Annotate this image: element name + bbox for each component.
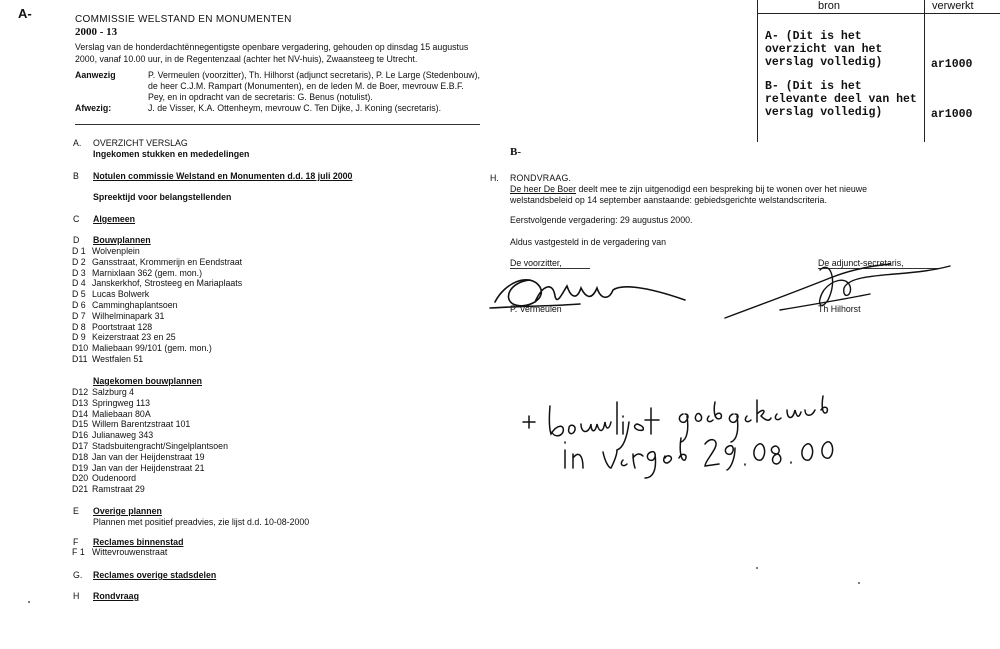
item-code: D11 bbox=[72, 353, 88, 364]
list-item bbox=[72, 311, 242, 322]
item-text: Stadsbuitengracht/Singelplantsoen bbox=[92, 440, 228, 451]
item-text: Janskerkhof, Strosteeg en Mariaplaats bbox=[92, 278, 243, 289]
scan-speck bbox=[756, 567, 758, 569]
item-text: Julianaweg 343 bbox=[92, 430, 154, 441]
rondvraag-letter: H. bbox=[490, 173, 499, 183]
agenda-b-letter: B bbox=[73, 171, 79, 181]
agenda-h-letter: H bbox=[73, 591, 80, 601]
rondvraag-text: De heer De Boer deelt mee te zijn uitgenodigd een bespreking bij te wonen over het nieuwe welstandsbeleid op 14 september aanstaande: gebiedsgerichte welstandscriteria. bbox=[510, 184, 868, 205]
list-item bbox=[72, 246, 242, 257]
list-item bbox=[72, 332, 242, 343]
agenda-f-letter: F bbox=[73, 537, 79, 547]
agenda-a-title: OVERZICHT VERSLAG bbox=[93, 138, 188, 148]
item-text: Maliebaan 80A bbox=[92, 408, 151, 419]
item-text: Oudenoord bbox=[92, 473, 137, 484]
list-item bbox=[72, 268, 242, 279]
item-code: D 6 bbox=[72, 299, 86, 310]
item-text: Wolvenplein bbox=[92, 246, 140, 256]
item-code: D 8 bbox=[72, 321, 86, 332]
list-item bbox=[72, 463, 228, 474]
handwritten-note bbox=[505, 378, 875, 483]
item-text: Gansstraat, Krommerijn en Eendstraat bbox=[92, 256, 243, 267]
item-code: D 4 bbox=[72, 278, 86, 289]
agenda-e-title: Overige plannen bbox=[93, 506, 162, 516]
list-item bbox=[72, 300, 242, 311]
building-plans-list bbox=[72, 246, 242, 365]
item-code: D13 bbox=[72, 397, 89, 408]
list-item bbox=[72, 257, 242, 268]
rondvraag-title: RONDVRAAG. bbox=[510, 173, 572, 183]
secretary-label: De adjunct-secretaris, bbox=[818, 258, 904, 268]
agenda-c-title: Algemeen bbox=[93, 214, 136, 224]
list-item bbox=[72, 387, 228, 398]
report-number: 2000 - 13 bbox=[75, 26, 118, 38]
item-text: Willem Barentzstraat 101 bbox=[92, 419, 191, 430]
secretary-name: Th Hilhorst bbox=[818, 304, 861, 314]
item-text: Camminghaplantsoen bbox=[92, 299, 178, 310]
table-header-processed: verwerkt bbox=[932, 0, 974, 12]
late-plans-title: Nagekomen bouwplannen bbox=[93, 376, 202, 386]
list-item bbox=[72, 322, 242, 333]
scan-speck bbox=[28, 601, 30, 603]
present-label: Aanwezig bbox=[75, 70, 116, 80]
list-item bbox=[72, 354, 242, 365]
organization-name: COMMISSIE WELSTAND EN MONUMENTEN bbox=[75, 14, 292, 25]
item-text: Keizerstraat 23 en 25 bbox=[92, 332, 176, 343]
agenda-f-title: Reclames binnenstad bbox=[93, 537, 184, 547]
item-code: D 7 bbox=[72, 310, 86, 321]
item-code: D 1 bbox=[72, 246, 86, 256]
agenda-a-sub: Ingekomen stukken en mededelingen bbox=[93, 149, 250, 159]
item-text: Jan van der Heijdenstraat 21 bbox=[92, 462, 205, 473]
chair-label: De voorzitter, bbox=[510, 258, 562, 268]
section-marker-a: A- bbox=[18, 6, 32, 21]
chair-signature bbox=[485, 262, 705, 322]
table-border-left bbox=[757, 0, 758, 142]
adopted-text: Aldus vastgesteld in de vergadering van bbox=[510, 237, 666, 247]
item-text: Maliebaan 99/101 (gem. mon.) bbox=[92, 343, 212, 354]
scan-speck bbox=[858, 582, 860, 584]
late-plans-list bbox=[72, 387, 228, 495]
item-text: Wilhelminapark 31 bbox=[92, 310, 165, 321]
list-item bbox=[72, 484, 228, 495]
list-item bbox=[72, 289, 242, 300]
agenda-d-letter: D bbox=[73, 235, 80, 245]
item-text: Ramstraat 29 bbox=[92, 484, 145, 495]
item-text: Marnixlaan 362 (gem. mon.) bbox=[92, 267, 203, 278]
present-text: P. Vermeulen (voorzitter), Th. Hilhorst (adjunct secretaris), P. Le Large (Stedenbouw), de heer C.J.M. Rampart (Monumenten), en de leden M. de Boer, mevrouw E.B.F. Pey, en in opdracht van de secretaris: G. Benus (notulist). bbox=[148, 70, 480, 102]
table-border-middle bbox=[924, 0, 925, 142]
item-code: D17 bbox=[72, 440, 89, 451]
table-header-divider bbox=[757, 13, 1000, 14]
table-cell-processed-a: ar1000 bbox=[931, 58, 973, 71]
list-item bbox=[72, 343, 242, 354]
agenda-a-letter: A. bbox=[73, 138, 82, 148]
list-item bbox=[72, 278, 242, 289]
item-code: D15 bbox=[72, 419, 89, 430]
list-item bbox=[72, 409, 228, 420]
chair-name: P. Vermeulen bbox=[510, 304, 562, 314]
agenda-g-title: Reclames overige stadsdelen bbox=[93, 570, 217, 580]
item-code: D14 bbox=[72, 408, 89, 419]
item-code: D12 bbox=[72, 387, 89, 397]
item-code: D 2 bbox=[72, 256, 86, 267]
table-cell-source-b: B- (Dit is het relevante deel van het verslag volledig) bbox=[765, 80, 917, 119]
section-marker-b: B- bbox=[510, 146, 521, 158]
item-text: Lucas Bolwerk bbox=[92, 289, 150, 300]
absent-label: Afwezig: bbox=[75, 103, 112, 113]
agenda-e-letter: E bbox=[73, 506, 79, 516]
item-code: D 5 bbox=[72, 289, 86, 300]
item-code: D18 bbox=[72, 451, 89, 462]
item-code: D 3 bbox=[72, 267, 86, 278]
item-code: D16 bbox=[72, 430, 89, 441]
list-item: F 1 Wittevrouwenstraat bbox=[72, 547, 168, 557]
list-item bbox=[72, 398, 228, 409]
table-cell-processed-b: ar1000 bbox=[931, 108, 973, 121]
item-text: Jan van der Heijdenstraat 19 bbox=[92, 451, 205, 462]
agenda-g-letter: G. bbox=[73, 570, 83, 580]
agenda-e-sub: Plannen met positief preadvies, zie lijst d.d. 10-08-2000 bbox=[93, 517, 310, 527]
agenda-c-letter: C bbox=[73, 214, 80, 224]
agenda-b-title: Notulen commissie Welstand en Monumenten d.d. 18 juli 2000 bbox=[93, 171, 353, 181]
report-intro: Verslag van de honderdachtënnegentigste openbare vergadering, gehouden op dinsdag 15 augustus 2000, vanaf 10.00 uur, in de Regentenzaal (achter het NV-huis), Zwaansteeg te Utrecht. bbox=[75, 42, 469, 64]
item-text: Westfalen 51 bbox=[92, 353, 144, 364]
item-text: Salzburg 4 bbox=[92, 387, 135, 397]
agenda-b-sub: Spreektijd voor belangstellenden bbox=[93, 192, 232, 202]
list-item bbox=[72, 419, 228, 430]
table-header-source: bron bbox=[818, 0, 841, 12]
absent-text: J. de Visser, K.A. Ottenheym, mevrouw C. Ten Dijke, J. Koning (secretaris). bbox=[148, 103, 442, 113]
item-code: D 9 bbox=[72, 332, 86, 343]
next-meeting: Eerstvolgende vergadering: 29 augustus 2000. bbox=[510, 215, 693, 225]
item-code: D10 bbox=[72, 343, 89, 354]
item-code: D19 bbox=[72, 462, 89, 473]
agenda-d-title: Bouwplannen bbox=[93, 235, 151, 245]
table-cell-source-a: A- (Dit is het overzicht van het verslag volledig) bbox=[765, 30, 883, 69]
item-code: D21 bbox=[72, 484, 89, 495]
secretary-signature bbox=[720, 250, 960, 325]
list-item bbox=[72, 473, 228, 484]
agenda-h-title: Rondvraag bbox=[93, 591, 139, 601]
item-code: D20 bbox=[72, 473, 89, 484]
list-item bbox=[72, 452, 228, 463]
header-divider bbox=[75, 124, 480, 125]
item-text: Springweg 113 bbox=[92, 397, 151, 408]
list-item bbox=[72, 430, 228, 441]
item-text: Poortstraat 128 bbox=[92, 321, 153, 332]
list-item bbox=[72, 441, 228, 452]
